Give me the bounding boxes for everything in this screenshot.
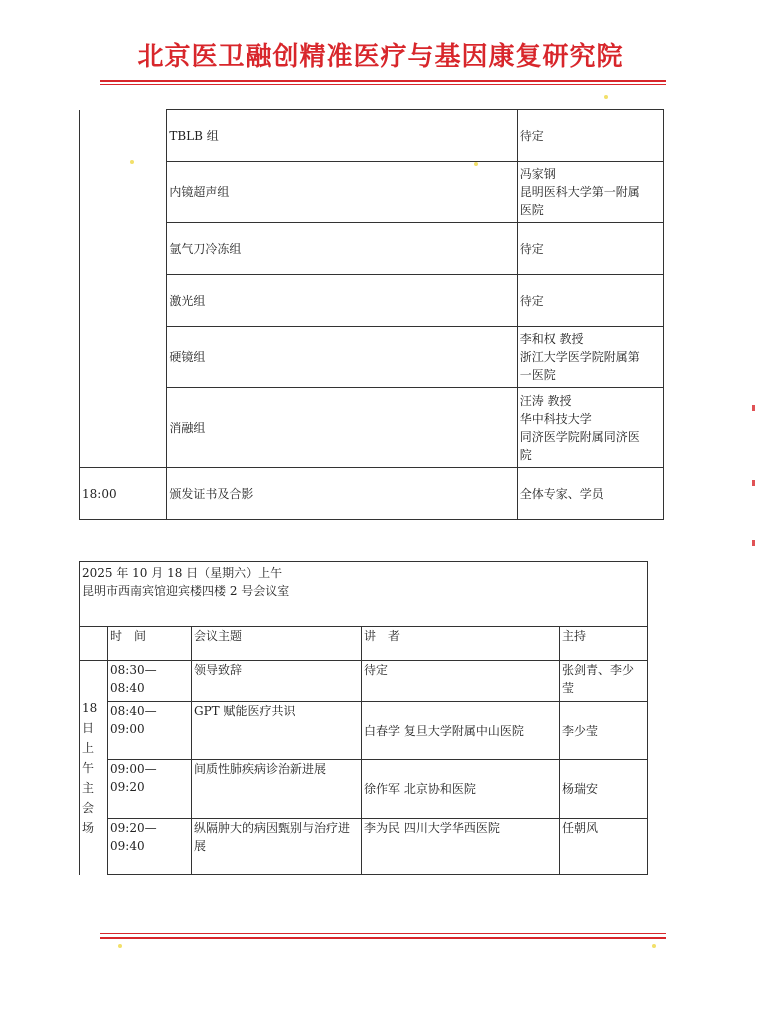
speaker-line: 浙江大学医学院附属第 (519, 350, 640, 364)
speaker-line: 冯家钢 (519, 167, 556, 181)
agenda-table-continued (79, 109, 664, 520)
table-row (80, 388, 664, 468)
speaker-line: 待定 (519, 241, 544, 256)
time-cell: 09:20—09:40 (108, 819, 192, 875)
time-cell: 08:30—08:40 (108, 661, 192, 702)
speaker-line: 待定 (519, 293, 544, 308)
scan-mark (752, 540, 755, 546)
topic-cell: 硬镜组 (167, 327, 517, 388)
host-cell: 任朝风 (560, 819, 648, 875)
time-cell: 08:40—09:00 (108, 702, 192, 760)
header-topic: 会议主题 (192, 627, 362, 661)
speaker-cell: 待定 (362, 661, 560, 702)
speaker-cell (517, 162, 663, 223)
day-label-line: 18 日 (82, 700, 98, 735)
table-row (80, 760, 648, 819)
table-row (80, 661, 648, 702)
speaker-line: 汪涛 教授 (519, 393, 572, 408)
table-row (80, 562, 648, 627)
topic-cell: 间质性肺疾病诊治新进展 (192, 760, 362, 819)
day-label-line: 主 (82, 780, 95, 795)
table-row (80, 702, 648, 760)
speaker-line: 昆明医科大学第一附属 (519, 185, 640, 199)
table-row (80, 223, 664, 275)
footer-rule-thin (100, 933, 666, 934)
speaker-line: 李和权 教授 (519, 332, 584, 346)
scan-speck (604, 95, 608, 99)
table-row (80, 162, 664, 223)
speaker-cell (517, 327, 663, 388)
time-cell: 09:00—09:20 (108, 760, 192, 819)
speaker-cell (517, 468, 663, 520)
scan-speck (118, 944, 122, 948)
host-cell: 杨瑞安 (560, 760, 648, 819)
speaker-cell: 李为民 四川大学华西医院 (362, 819, 560, 875)
header-time: 时 间 (108, 627, 192, 661)
speaker-line: 同济医学院附属同济医 (519, 429, 640, 444)
agenda-table-day2 (79, 561, 648, 875)
day-label-line: 午 (82, 760, 95, 775)
topic-cell: 氩气刀冷冻组 (167, 223, 517, 275)
table-row (80, 275, 664, 327)
speaker-line: 一医院 (519, 368, 556, 382)
topic-cell: 内镜超声组 (167, 162, 517, 223)
table-row (80, 327, 664, 388)
day-label-line: 上 (82, 740, 95, 755)
speaker-cell (517, 388, 663, 468)
page-title: 北京医卫融创精准医疗与基因康复研究院 (137, 42, 624, 72)
header-blank (80, 627, 108, 661)
session-date: 2025 年 10 月 18 日（星期六）上午 (82, 566, 283, 580)
time-cell: 18:00 (80, 468, 167, 520)
speaker-cell (517, 223, 663, 275)
session-info-cell (80, 562, 648, 627)
header-speaker: 讲 者 (362, 627, 560, 661)
day-label-line: 会 (82, 800, 95, 815)
speaker-cell (517, 110, 663, 162)
scan-mark (752, 480, 755, 486)
topic-cell: 领导致辞 (192, 661, 362, 702)
scan-mark (752, 405, 755, 411)
footer-rule (100, 937, 666, 939)
session-venue: 昆明市西南宾馆迎宾楼四楼 2 号会议室 (82, 584, 290, 598)
header-rule-thin (100, 84, 666, 85)
host-cell: 李少莹 (560, 702, 648, 760)
day-label-cell (80, 661, 108, 875)
speaker-cell (517, 275, 663, 327)
header-host: 主持 (560, 627, 648, 661)
table-header-row (80, 627, 648, 661)
table-row (80, 468, 664, 520)
topic-cell: 消融组 (167, 388, 517, 468)
speaker-line: 待定 (519, 128, 544, 143)
speaker-line: 全体专家、学员 (519, 486, 604, 501)
speaker-cell: 徐作军 北京协和医院 (362, 760, 560, 819)
speaker-cell: 白春学 复旦大学附属中山医院 (362, 702, 560, 760)
topic-cell: 激光组 (167, 275, 517, 327)
table-row (80, 819, 648, 875)
topic-cell: TBLB 组 (167, 110, 517, 162)
host-cell: 张剑青、李少莹 (560, 661, 648, 702)
table-row (80, 110, 664, 162)
scan-speck (652, 944, 656, 948)
header-rule (100, 80, 666, 82)
topic-cell: 纵隔肿大的病因甄别与治疗进展 (192, 819, 362, 875)
topic-cell: 颁发证书及合影 (167, 468, 517, 520)
speaker-line: 医院 (519, 203, 544, 217)
day-label-line: 场 (82, 820, 95, 835)
time-cell-merged (80, 110, 167, 468)
topic-cell: GPT 赋能医疗共识 (192, 702, 362, 760)
speaker-line: 华中科技大学 (519, 411, 592, 426)
speaker-line: 院 (519, 447, 532, 462)
